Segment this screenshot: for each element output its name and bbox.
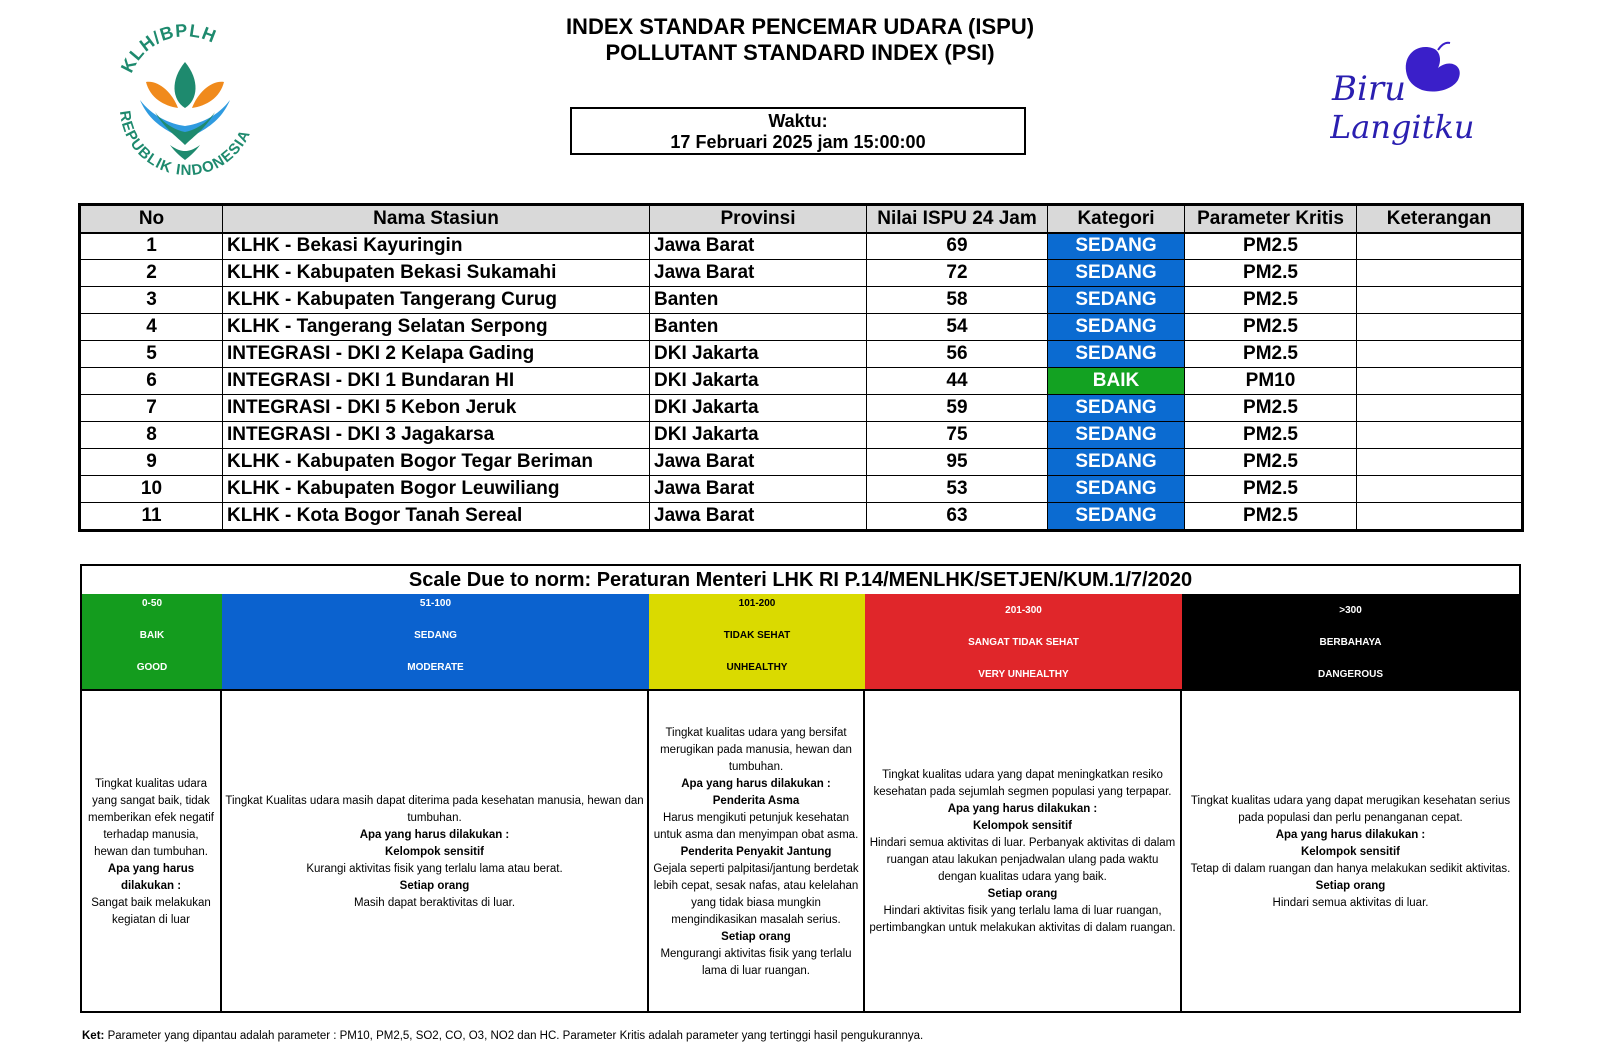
cell-ispu-value: 53 bbox=[867, 476, 1048, 503]
description-text: Masih dapat beraktivitas di luar. bbox=[353, 896, 516, 909]
scale-descriptions bbox=[82, 689, 1519, 1013]
cell-category: SEDANG bbox=[1048, 395, 1185, 422]
description-text: Gejala seperti palpitasi/jantung berdetak lebih cepat, sesak nafas, atau kelelahan yang tidak biasa mungkin mengindikasikan masalah serius. bbox=[653, 862, 859, 926]
cell-critical-parameter: PM2.5 bbox=[1185, 476, 1357, 503]
scale-description bbox=[865, 691, 1182, 1013]
scale-description bbox=[649, 691, 865, 1013]
cell-keterangan bbox=[1357, 341, 1522, 368]
footer-label: Ket: bbox=[82, 1030, 105, 1042]
cell-category: SEDANG bbox=[1048, 314, 1185, 341]
table-row bbox=[81, 287, 1522, 314]
col-header-nilai-ispu: Nilai ISPU 24 Jam bbox=[867, 206, 1048, 233]
cell-critical-parameter: PM2.5 bbox=[1185, 422, 1357, 449]
cell-keterangan bbox=[1357, 260, 1522, 287]
cell-keterangan bbox=[1357, 233, 1522, 260]
ispu-scale bbox=[80, 564, 1521, 1013]
cell-ispu-value: 59 bbox=[867, 395, 1048, 422]
description-text: Hindari semua aktivitas di luar. bbox=[1272, 896, 1429, 909]
footer-text: Parameter yang dipantau adalah parameter : PM10, PM2,5, SO2, CO, O3, NO2 dan HC. Parameter Kritis adalah parameter yang tertinggi hasil pengukurannya. bbox=[104, 1030, 924, 1042]
cell-category: SEDANG bbox=[1048, 449, 1185, 476]
band-label-id: SEDANG bbox=[414, 630, 457, 641]
description-text: Tingkat Kualitas udara masih dapat diterima pada kesehatan manusia, hewan dan tumbuhan. bbox=[225, 794, 644, 824]
scale-description bbox=[222, 691, 649, 1013]
description-text: Kurangi aktivitas fisik yang terlalu lama atau berat. bbox=[306, 862, 563, 875]
description-heading: Kelompok sensitif bbox=[384, 845, 485, 858]
scale-band bbox=[865, 594, 1183, 689]
cell-province: Jawa Barat bbox=[650, 233, 867, 260]
col-header-nama-stasiun: Nama Stasiun bbox=[223, 206, 650, 233]
band-range: 51-100 bbox=[419, 598, 452, 609]
description-text: Hindari aktivitas fisik yang terlalu lama di luar ruangan, pertimbangkan untuk melakukan aktivitas di dalam ruangan. bbox=[869, 905, 1176, 934]
cell-keterangan bbox=[1357, 503, 1522, 530]
band-label-en: VERY UNHEALTHY bbox=[978, 669, 1069, 680]
cell-critical-parameter: PM2.5 bbox=[1185, 503, 1357, 530]
description-text: Tingkat kualitas udara yang dapat merugikan kesehatan serius pada populasi dan perlu penanganan cepat. bbox=[1190, 794, 1511, 824]
cell-critical-parameter: PM2.5 bbox=[1185, 449, 1357, 476]
cell-ispu-value: 69 bbox=[867, 233, 1048, 260]
cell-no: 7 bbox=[81, 395, 223, 422]
table-row bbox=[81, 395, 1522, 422]
cell-station-name: KLHK - Kabupaten Bogor Tegar Beriman bbox=[223, 449, 650, 476]
cell-province: DKI Jakarta bbox=[650, 422, 867, 449]
cell-category: SEDANG bbox=[1048, 503, 1185, 530]
cell-no: 10 bbox=[81, 476, 223, 503]
ispu-table bbox=[80, 205, 1522, 530]
cell-ispu-value: 75 bbox=[867, 422, 1048, 449]
cell-no: 3 bbox=[81, 287, 223, 314]
col-header-no: No bbox=[81, 206, 223, 233]
cell-category: BAIK bbox=[1048, 368, 1185, 395]
description-text: Tingkat kualitas udara yang sangat baik, tidak memberikan efek negatif terhadap manusia, hewan dan tumbuhan. bbox=[88, 777, 214, 858]
description-heading: Setiap orang bbox=[1315, 879, 1386, 892]
cell-critical-parameter: PM2.5 bbox=[1185, 314, 1357, 341]
table-row bbox=[81, 476, 1522, 503]
cell-category: SEDANG bbox=[1048, 422, 1185, 449]
cell-critical-parameter: PM2.5 bbox=[1185, 287, 1357, 314]
cell-critical-parameter: PM10 bbox=[1185, 368, 1357, 395]
table-row bbox=[81, 422, 1522, 449]
cell-province: Jawa Barat bbox=[650, 260, 867, 287]
description-heading: Penderita Asma bbox=[712, 794, 800, 807]
description-text: Sangat baik melakukan kegiatan di luar bbox=[91, 896, 211, 926]
cell-no: 5 bbox=[81, 341, 223, 368]
cell-no: 2 bbox=[81, 260, 223, 287]
cell-keterangan bbox=[1357, 422, 1522, 449]
cell-province: DKI Jakarta bbox=[650, 368, 867, 395]
description-text: Tingkat kualitas udara yang bersifat merugikan pada manusia, hewan dan tumbuhan. bbox=[660, 726, 852, 773]
scale-band bbox=[1182, 594, 1519, 689]
band-range: 0-50 bbox=[141, 598, 162, 609]
description-text: Tetap di dalam ruangan dan hanya melakukan sedikit aktivitas. bbox=[1190, 862, 1511, 875]
col-header-provinsi: Provinsi bbox=[650, 206, 867, 233]
cell-keterangan bbox=[1357, 476, 1522, 503]
table-row bbox=[81, 368, 1522, 395]
cell-ispu-value: 58 bbox=[867, 287, 1048, 314]
cell-ispu-value: 72 bbox=[867, 260, 1048, 287]
description-heading: Apa yang harus dilakukan : bbox=[1275, 828, 1426, 841]
cell-station-name: INTEGRASI - DKI 3 Jagakarsa bbox=[223, 422, 650, 449]
band-label-id: BERBAHAYA bbox=[1319, 637, 1382, 648]
cell-keterangan bbox=[1357, 449, 1522, 476]
cell-no: 8 bbox=[81, 422, 223, 449]
cell-critical-parameter: PM2.5 bbox=[1185, 395, 1357, 422]
cell-no: 11 bbox=[81, 503, 223, 530]
band-range: 101-200 bbox=[738, 598, 776, 609]
description-heading: Apa yang harus dilakukan : bbox=[681, 777, 831, 790]
table-row bbox=[81, 314, 1522, 341]
cell-province: DKI Jakarta bbox=[650, 395, 867, 422]
cell-no: 1 bbox=[81, 233, 223, 260]
cell-province: Banten bbox=[650, 287, 867, 314]
cell-province: Jawa Barat bbox=[650, 476, 867, 503]
description-heading: Setiap orang bbox=[721, 930, 791, 943]
cell-no: 4 bbox=[81, 314, 223, 341]
table-row bbox=[81, 449, 1522, 476]
cell-station-name: KLHK - Tangerang Selatan Serpong bbox=[223, 314, 650, 341]
logo-line1: Biru bbox=[1332, 69, 1407, 109]
cell-province: DKI Jakarta bbox=[650, 341, 867, 368]
scale-description bbox=[82, 691, 222, 1013]
cell-category: SEDANG bbox=[1048, 260, 1185, 287]
cell-station-name: KLHK - Kabupaten Bogor Leuwiliang bbox=[223, 476, 650, 503]
cell-ispu-value: 95 bbox=[867, 449, 1048, 476]
klh-bplh-logo bbox=[100, 20, 270, 185]
table-row bbox=[81, 233, 1522, 260]
cell-station-name: INTEGRASI - DKI 2 Kelapa Gading bbox=[223, 341, 650, 368]
cell-station-name: KLHK - Bekasi Kayuringin bbox=[223, 233, 650, 260]
cell-category: SEDANG bbox=[1048, 287, 1185, 314]
leaf-emblem-icon bbox=[140, 62, 230, 160]
cell-province: Jawa Barat bbox=[650, 449, 867, 476]
logo-line2: Langitku bbox=[1330, 108, 1475, 146]
page-subtitle: POLLUTANT STANDARD INDEX (PSI) bbox=[605, 40, 995, 65]
band-label-en: DANGEROUS bbox=[1317, 669, 1383, 680]
band-label-id: SANGAT TIDAK SEHAT bbox=[968, 637, 1079, 648]
waktu-label: Waktu: bbox=[768, 111, 828, 131]
description-heading: Apa yang harus dilakukan : bbox=[107, 862, 195, 892]
cell-station-name: KLHK - Kabupaten Bekasi Sukamahi bbox=[223, 260, 650, 287]
description-heading: Setiap orang bbox=[399, 879, 470, 892]
cell-keterangan bbox=[1357, 287, 1522, 314]
butterfly-icon bbox=[1406, 43, 1460, 92]
cell-critical-parameter: PM2.5 bbox=[1185, 233, 1357, 260]
cell-ispu-value: 63 bbox=[867, 503, 1048, 530]
col-header-keterangan: Keterangan bbox=[1357, 206, 1522, 233]
cell-province: Banten bbox=[650, 314, 867, 341]
cell-station-name: INTEGRASI - DKI 5 Kebon Jeruk bbox=[223, 395, 650, 422]
band-range: 201-300 bbox=[1005, 605, 1042, 616]
cell-ispu-value: 56 bbox=[867, 341, 1048, 368]
scale-band bbox=[82, 594, 223, 689]
cell-province: Jawa Barat bbox=[650, 503, 867, 530]
footer-note bbox=[82, 1030, 923, 1042]
cell-ispu-value: 54 bbox=[867, 314, 1048, 341]
description-text: Tingkat kualitas udara yang dapat meningkatkan resiko kesehatan pada sejumlah segmen populasi yang terpapar. bbox=[873, 769, 1172, 798]
description-heading: Apa yang harus dilakukan : bbox=[947, 803, 1098, 815]
scale-bands bbox=[82, 594, 1519, 689]
band-label-id: TIDAK SEHAT bbox=[723, 630, 791, 641]
cell-critical-parameter: PM2.5 bbox=[1185, 260, 1357, 287]
table-header-row bbox=[81, 206, 1522, 233]
cell-station-name: KLHK - Kabupaten Tangerang Curug bbox=[223, 287, 650, 314]
table-row bbox=[81, 260, 1522, 287]
scale-band bbox=[649, 594, 866, 689]
description-heading: Kelompok sensitif bbox=[972, 820, 1073, 832]
cell-ispu-value: 44 bbox=[867, 368, 1048, 395]
band-label-en: GOOD bbox=[136, 662, 168, 673]
table-row bbox=[81, 503, 1522, 530]
band-label-id: BAIK bbox=[139, 630, 165, 641]
description-text: Harus mengikuti petunjuk kesehatan untuk asma dan menyimpan obat asma. bbox=[653, 811, 859, 841]
page-title: INDEX STANDAR PENCEMAR UDARA (ISPU) bbox=[565, 14, 1035, 39]
band-range: >300 bbox=[1339, 605, 1362, 616]
cell-station-name: KLHK - Kota Bogor Tanah Sereal bbox=[223, 503, 650, 530]
cell-keterangan bbox=[1357, 395, 1522, 422]
logo-arc-bottom-text: REPUBLIK INDONESIA bbox=[115, 109, 255, 180]
cell-station-name: INTEGRASI - DKI 1 Bundaran HI bbox=[223, 368, 650, 395]
band-label-en: MODERATE bbox=[407, 662, 464, 673]
scale-title: Scale Due to norm: Peraturan Menteri LHK RI P.14/MENLHK/SETJEN/KUM.1/7/2020 bbox=[82, 566, 1519, 595]
cell-critical-parameter: PM2.5 bbox=[1185, 341, 1357, 368]
timestamp-box bbox=[570, 107, 1026, 155]
cell-keterangan bbox=[1357, 368, 1522, 395]
scale-band bbox=[222, 594, 650, 689]
description-heading: Setiap orang bbox=[987, 888, 1058, 900]
cell-category: SEDANG bbox=[1048, 476, 1185, 503]
table-row bbox=[81, 341, 1522, 368]
waktu-value: 17 Februari 2025 jam 15:00:00 bbox=[670, 132, 926, 152]
col-header-kategori: Kategori bbox=[1048, 206, 1185, 233]
cell-category: SEDANG bbox=[1048, 233, 1185, 260]
col-header-parameter-kritis: Parameter Kritis bbox=[1185, 206, 1357, 233]
description-text: Mengurangi aktivitas fisik yang terlalu lama di luar ruangan. bbox=[660, 947, 852, 977]
cell-no: 6 bbox=[81, 368, 223, 395]
description-text: Hindari semua aktivitas di luar. Perbanyak aktivitas di dalam ruangan atau lakukan penjadwalan ulang pada waktu dengan kualitas udara yang baik. bbox=[869, 837, 1176, 883]
cell-category: SEDANG bbox=[1048, 341, 1185, 368]
description-heading: Apa yang harus dilakukan : bbox=[359, 828, 510, 841]
band-label-en: UNHEALTHY bbox=[726, 662, 788, 673]
description-heading: Penderita Penyakit Jantung bbox=[680, 845, 832, 858]
scale-description bbox=[1182, 691, 1519, 1013]
logo-arc-top-text: KLH/BPLH bbox=[116, 20, 220, 76]
biru-langitku-logo bbox=[1330, 38, 1480, 163]
cell-keterangan bbox=[1357, 314, 1522, 341]
description-heading: Kelompok sensitif bbox=[1300, 845, 1401, 858]
cell-no: 9 bbox=[81, 449, 223, 476]
